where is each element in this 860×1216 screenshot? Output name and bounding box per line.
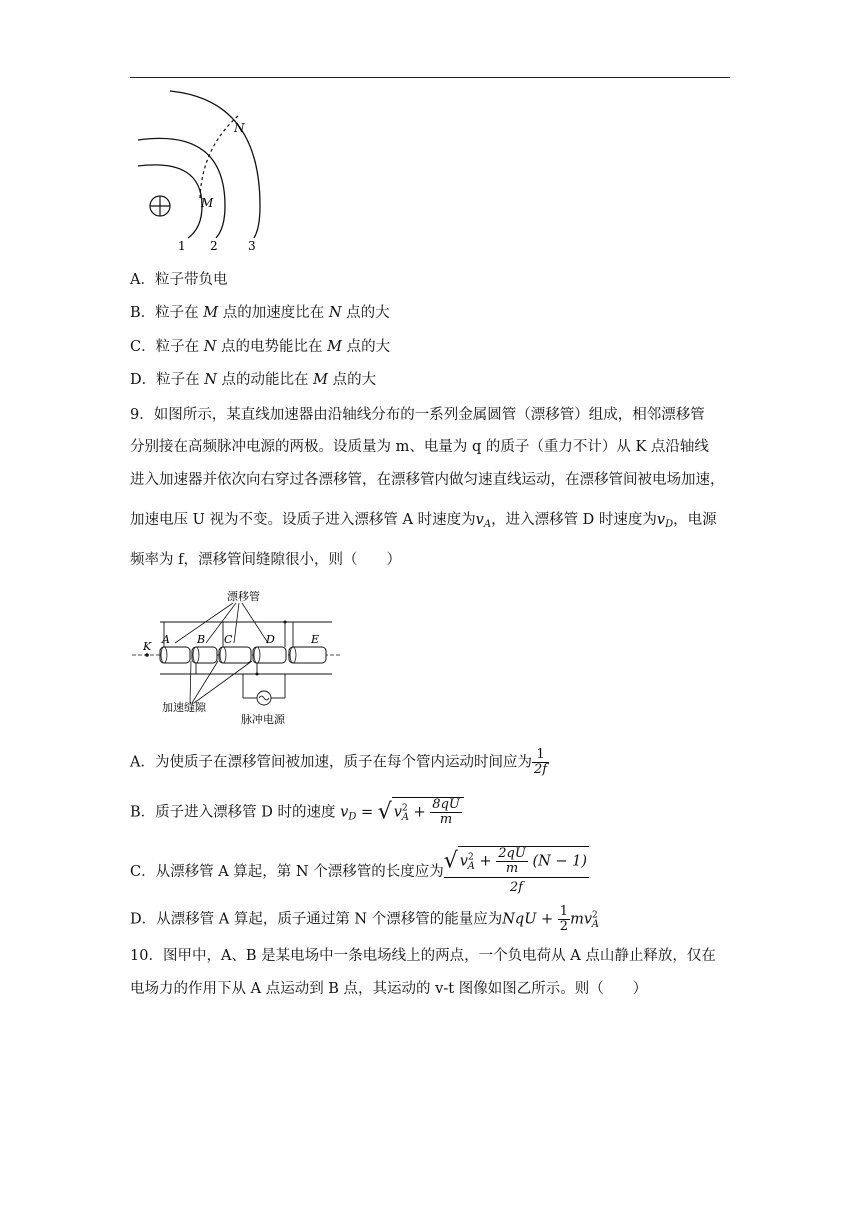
line-1-label: 1 [178,239,186,253]
sqrt-expression-b: √ $v^2_A$ + $\frac{8qU}{m}$ [378,797,464,828]
q8-option-a: A．粒子带负电 [130,272,228,288]
linac-figure [130,585,345,730]
q9-stem-line-3: 进入加速器并依次向右穿过各漂移管，在漂移管内做匀速直线运动，在漂移管间被电场加速， [130,472,725,488]
tube-b-label: B [197,633,206,646]
top-rule [130,77,730,78]
point-n-label: N [234,121,245,135]
drift-tube-b [192,647,217,663]
q9-option-b: B．质子进入漂移管 D 时的速度 $v_D$ = √ $v^2_A$ + $\frac{8qU}{m}$ [130,797,464,828]
point-k-label: K [143,640,152,653]
tube-e-label: E [311,633,320,646]
drift-tube-title: 漂移管 [227,590,260,603]
q9-option-a: A．为使质子在漂移管间被加速，质子在每个管内运动时间应为 $\frac{1}{2f}$ [130,747,548,777]
q8-option-d: D．粒子在 N 点的动能比在 M 点的大 [130,372,377,388]
equipotential-line-1 [138,165,202,238]
q9-option-d: D．从漂移管 A 算起，质子通过第 N 个漂移管的能量应为NqU + $\frac{1}{2}$ $mv^2_A$ [130,904,599,934]
q9-stem-line-2: 分别接在高频脉冲电源的两极。设质量为 m、电量为 q 的质子（重力不计）从 K 点沿轴线 [130,439,709,455]
q8-option-c: C．粒子在 N 点的电势能比在 M 点的大 [130,339,391,355]
q9-stem-line-4: 加速电压 U 视为不变。设质子进入漂移管 A 时速度为$v_A$，进入漂移管 D 时速度为$v_D$，电源 [130,512,717,530]
q9-stem-line-5: 频率为 f，漂移管间缝隙很小，则（ ） [130,552,401,568]
pulse-source-label: 脉冲电源 [241,713,285,726]
line-2-label: 2 [210,239,218,253]
q10-stem-line-2: 电场力的作用下从 A 点运动到 B 点，其运动的 v-t 图像如图乙所示。则（ ） [130,981,648,997]
drift-tube-d [253,647,286,663]
tube-a-label: A [162,633,170,646]
acceleration-gap-label: 加速缝隙 [162,701,206,714]
drift-tube-c [219,647,251,663]
equipotential-line-2 [138,138,225,238]
tube-d-label: D [266,633,275,646]
point-m-label: M [201,196,214,210]
line-3-label: 3 [248,239,256,253]
equipotential-figure [130,88,280,258]
q9-option-c: C．从漂移管 A 算起，第 N 个漂移管的长度应为 √ $v^2_A$ + $\frac{2qU}{m}$ (N − 1) 2f [130,846,589,898]
drift-tube-a [160,647,190,663]
q9-stem-line-1: 9．如图所示，某直线加速器由沿轴线分布的一系列金属圆管（漂移管）组成，相邻漂移管 [130,407,705,423]
q8-option-b: B．粒子在 M 点的加速度比在 N 点的大 [130,305,390,321]
q10-stem-line-1: 10．图甲中，A、B 是某电场中一条电场线上的两点，一个负电荷从 A 点山静止释放，仅在 [130,948,716,964]
fraction-expression-c: √ $v^2_A$ + $\frac{2qU}{m}$ (N − 1) 2f [443,846,588,895]
drift-tube-e [289,647,326,663]
tube-c-label: C [224,633,233,646]
trajectory-path [200,116,238,198]
